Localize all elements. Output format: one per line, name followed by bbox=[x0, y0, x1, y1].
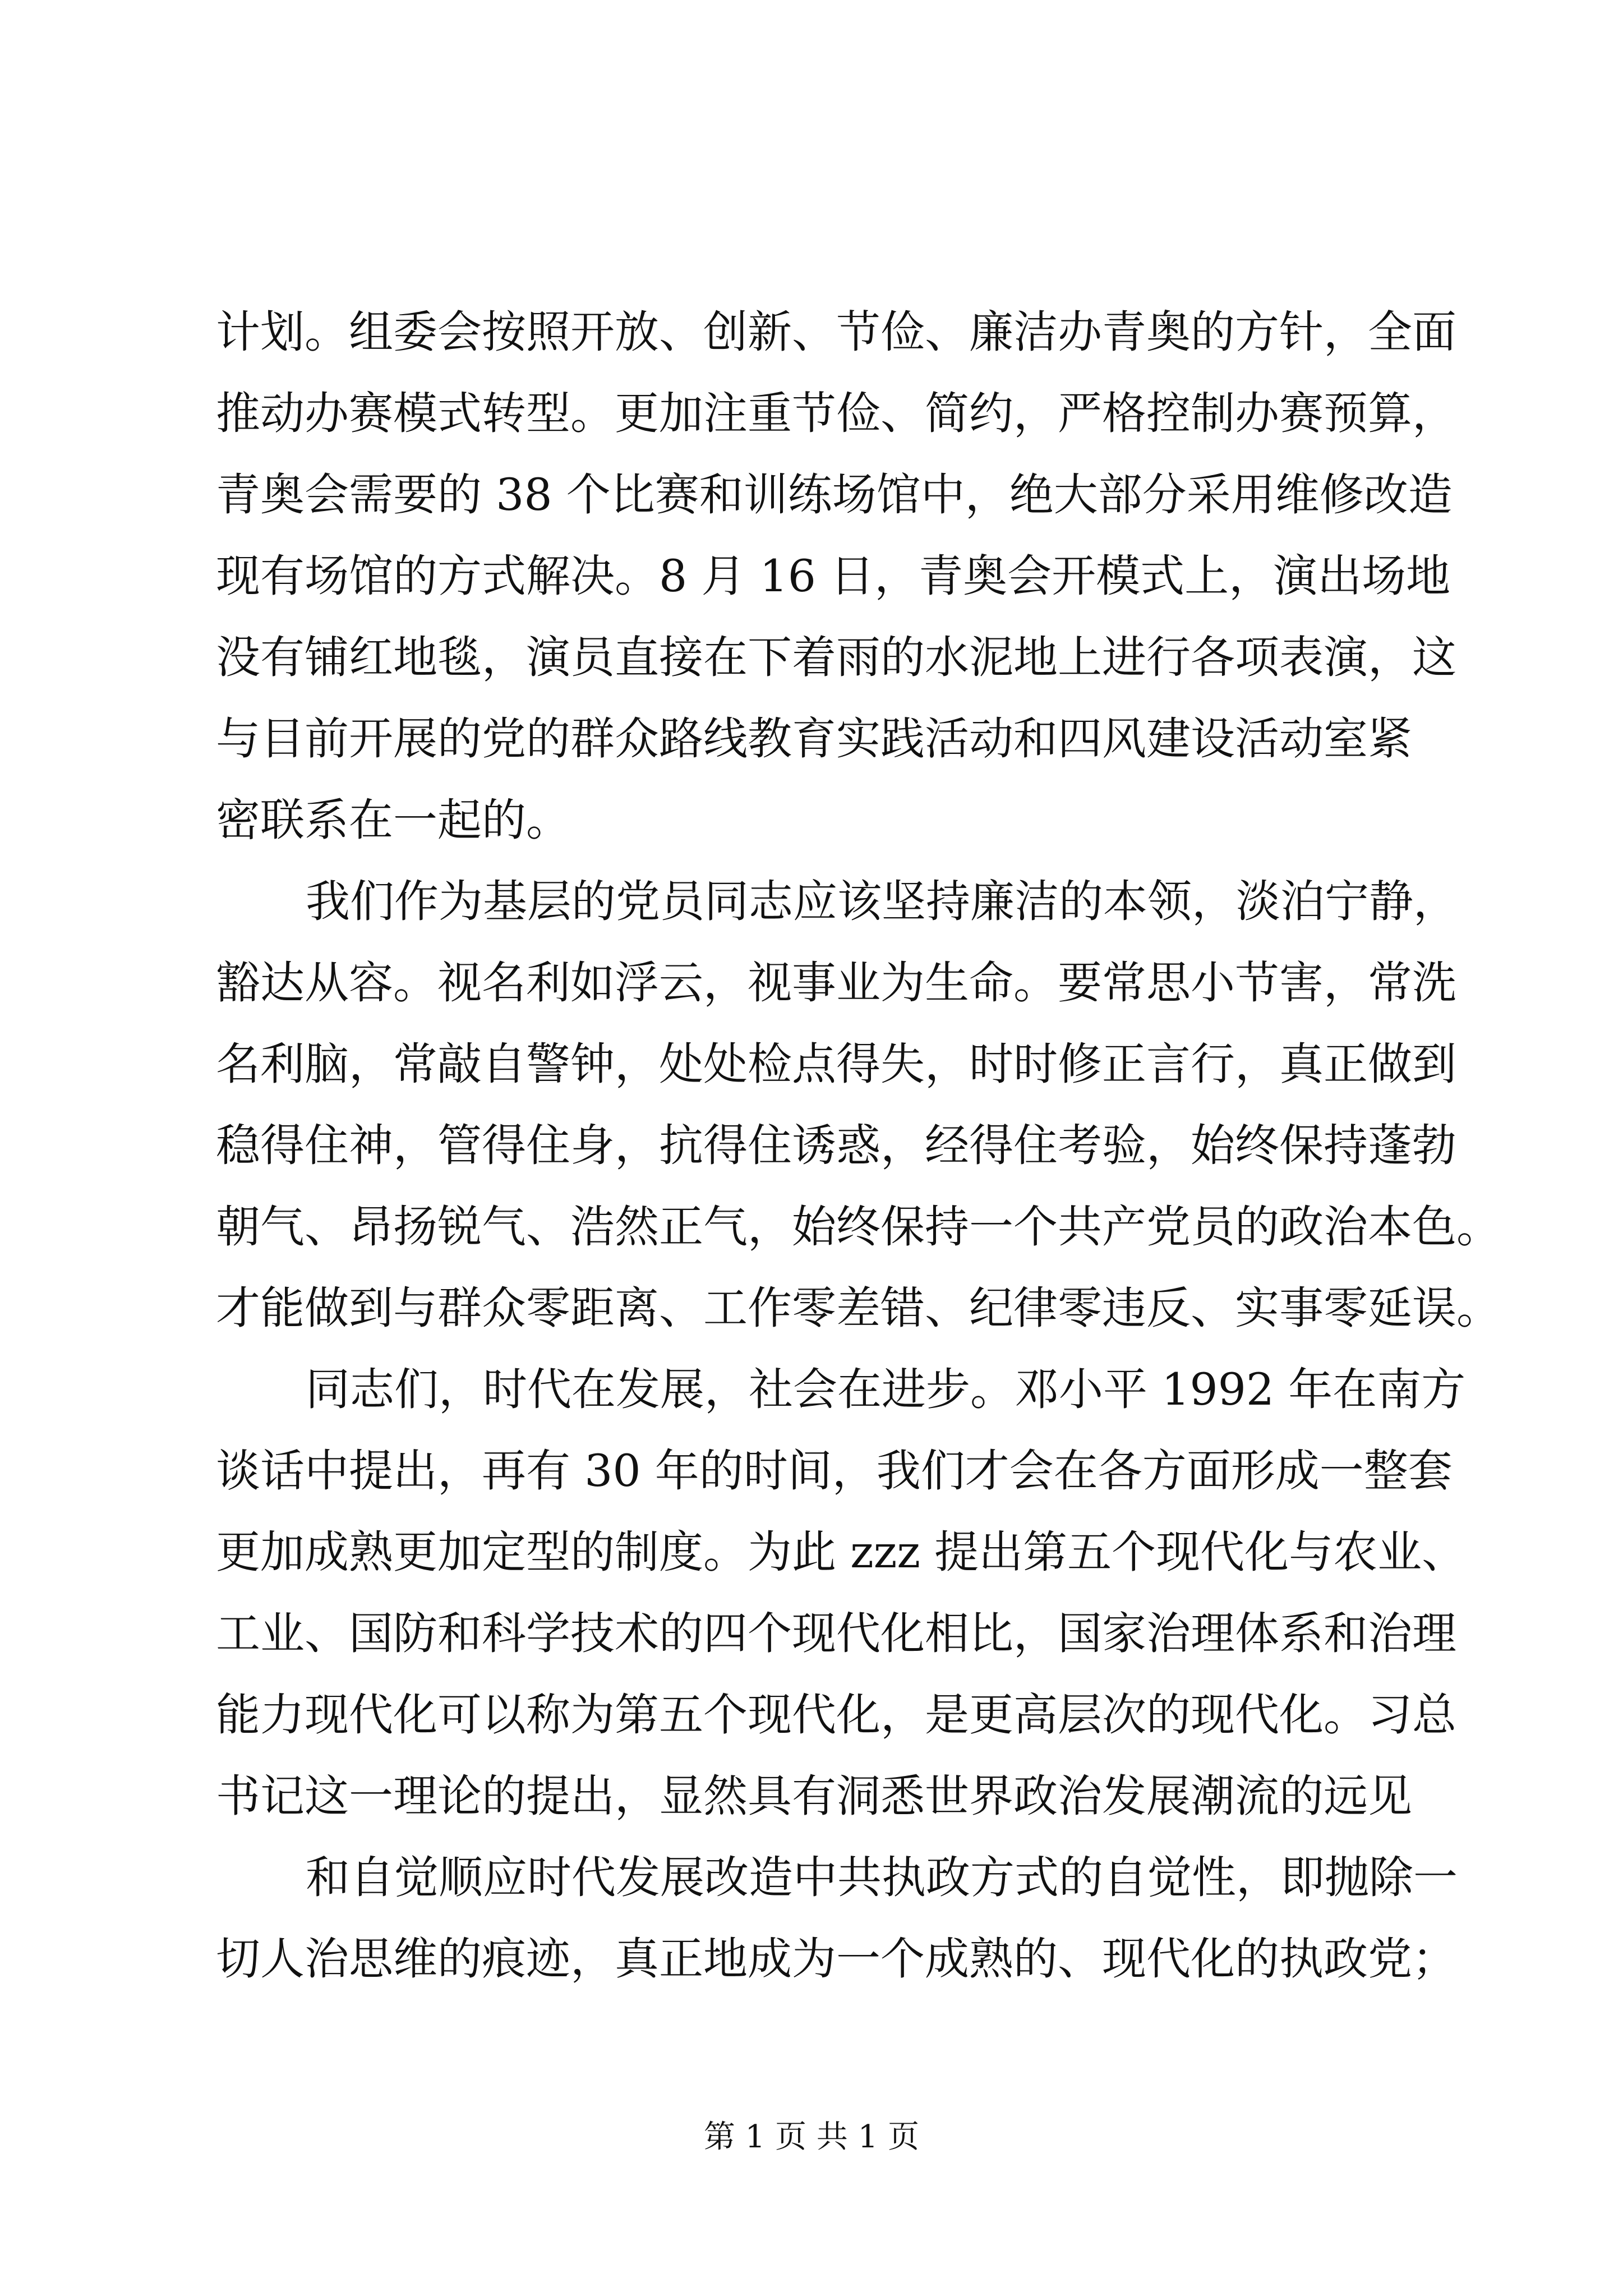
text-line: 青奥会需要的 38 个比赛和训练场馆中，绝大部分采用维修改造 bbox=[216, 469, 1453, 521]
text-line: 谈话中提出，再有 30 年的时间，我们才会在各方面形成一整套 bbox=[216, 1445, 1453, 1497]
text-line: 更加成熟更加定型的制度。为此 zzz 提出第五个现代化与农业、 bbox=[216, 1526, 1467, 1578]
text-line: 书记这一理论的提出，显然具有洞悉世界政治发展潮流的远见 bbox=[216, 1770, 1412, 1822]
text-line: 没有铺红地毯，演员直接在下着雨的水泥地上进行各项表演，这 bbox=[216, 632, 1456, 683]
page-footer bbox=[0, 2115, 1623, 2160]
text-line: 名利脑，常敲自警钟，处处检点得失，时时修正言行，真正做到 bbox=[216, 1038, 1456, 1090]
paragraph-3 bbox=[216, 1349, 1467, 1837]
text-line: 计划。组委会按照开放、创新、节俭、廉洁办青奥的方针，全面 bbox=[216, 306, 1456, 358]
paragraph-2 bbox=[216, 861, 1501, 1349]
text-line: 推动办赛模式转型。更加注重节俭、简约，严格控制办赛预算， bbox=[216, 388, 1456, 439]
text-line: 切人治思维的痕迹，真正地成为一个成熟的、现代化的执政党； bbox=[216, 1933, 1456, 1985]
text-line: 朝气、昂扬锐气、浩然正气，始终保持一个共产党员的政治本色。 bbox=[216, 1201, 1501, 1253]
page-number: 第 1 页 共 1 页 bbox=[703, 2119, 920, 2155]
text-line: 工业、国防和科学技术的四个现代化相比，国家治理体系和治理 bbox=[216, 1608, 1456, 1659]
text-line: 稳得住神，管得住身，抗得住诱惑，经得住考验，始终保持蓬勃 bbox=[216, 1120, 1456, 1171]
text-line: 才能做到与群众零距离、工作零差错、纪律零违反、实事零延误。 bbox=[216, 1282, 1501, 1334]
paragraph-1 bbox=[216, 292, 1456, 861]
text-line: 豁达从容。视名利如浮云，视事业为生命。要常思小节害，常洗 bbox=[216, 957, 1456, 1009]
text-line: 和自觉顺应时代发展改造中共执政方式的自觉性，即抛除一 bbox=[306, 1852, 1458, 1903]
text-line: 我们作为基层的党员同志应该坚持廉洁的本领，淡泊宁静， bbox=[306, 876, 1458, 927]
text-line: 能力现代化可以称为第五个现代化，是更高层次的现代化。习总 bbox=[216, 1689, 1456, 1741]
paragraph-4 bbox=[216, 1837, 1458, 2000]
text-line: 同志们，时代在发展，社会在进步。邓小平 1992 年在南方 bbox=[306, 1364, 1466, 1415]
text-line: 与目前开展的党的群众路线教育实践活动和四风建设活动室紧 bbox=[216, 713, 1412, 765]
text-line: 密联系在一起的。 bbox=[216, 794, 570, 846]
body-text bbox=[216, 292, 1501, 2000]
text-line: 现有场馆的方式解决。8 月 16 日，青奥会开模式上，演出场地 bbox=[216, 550, 1451, 602]
